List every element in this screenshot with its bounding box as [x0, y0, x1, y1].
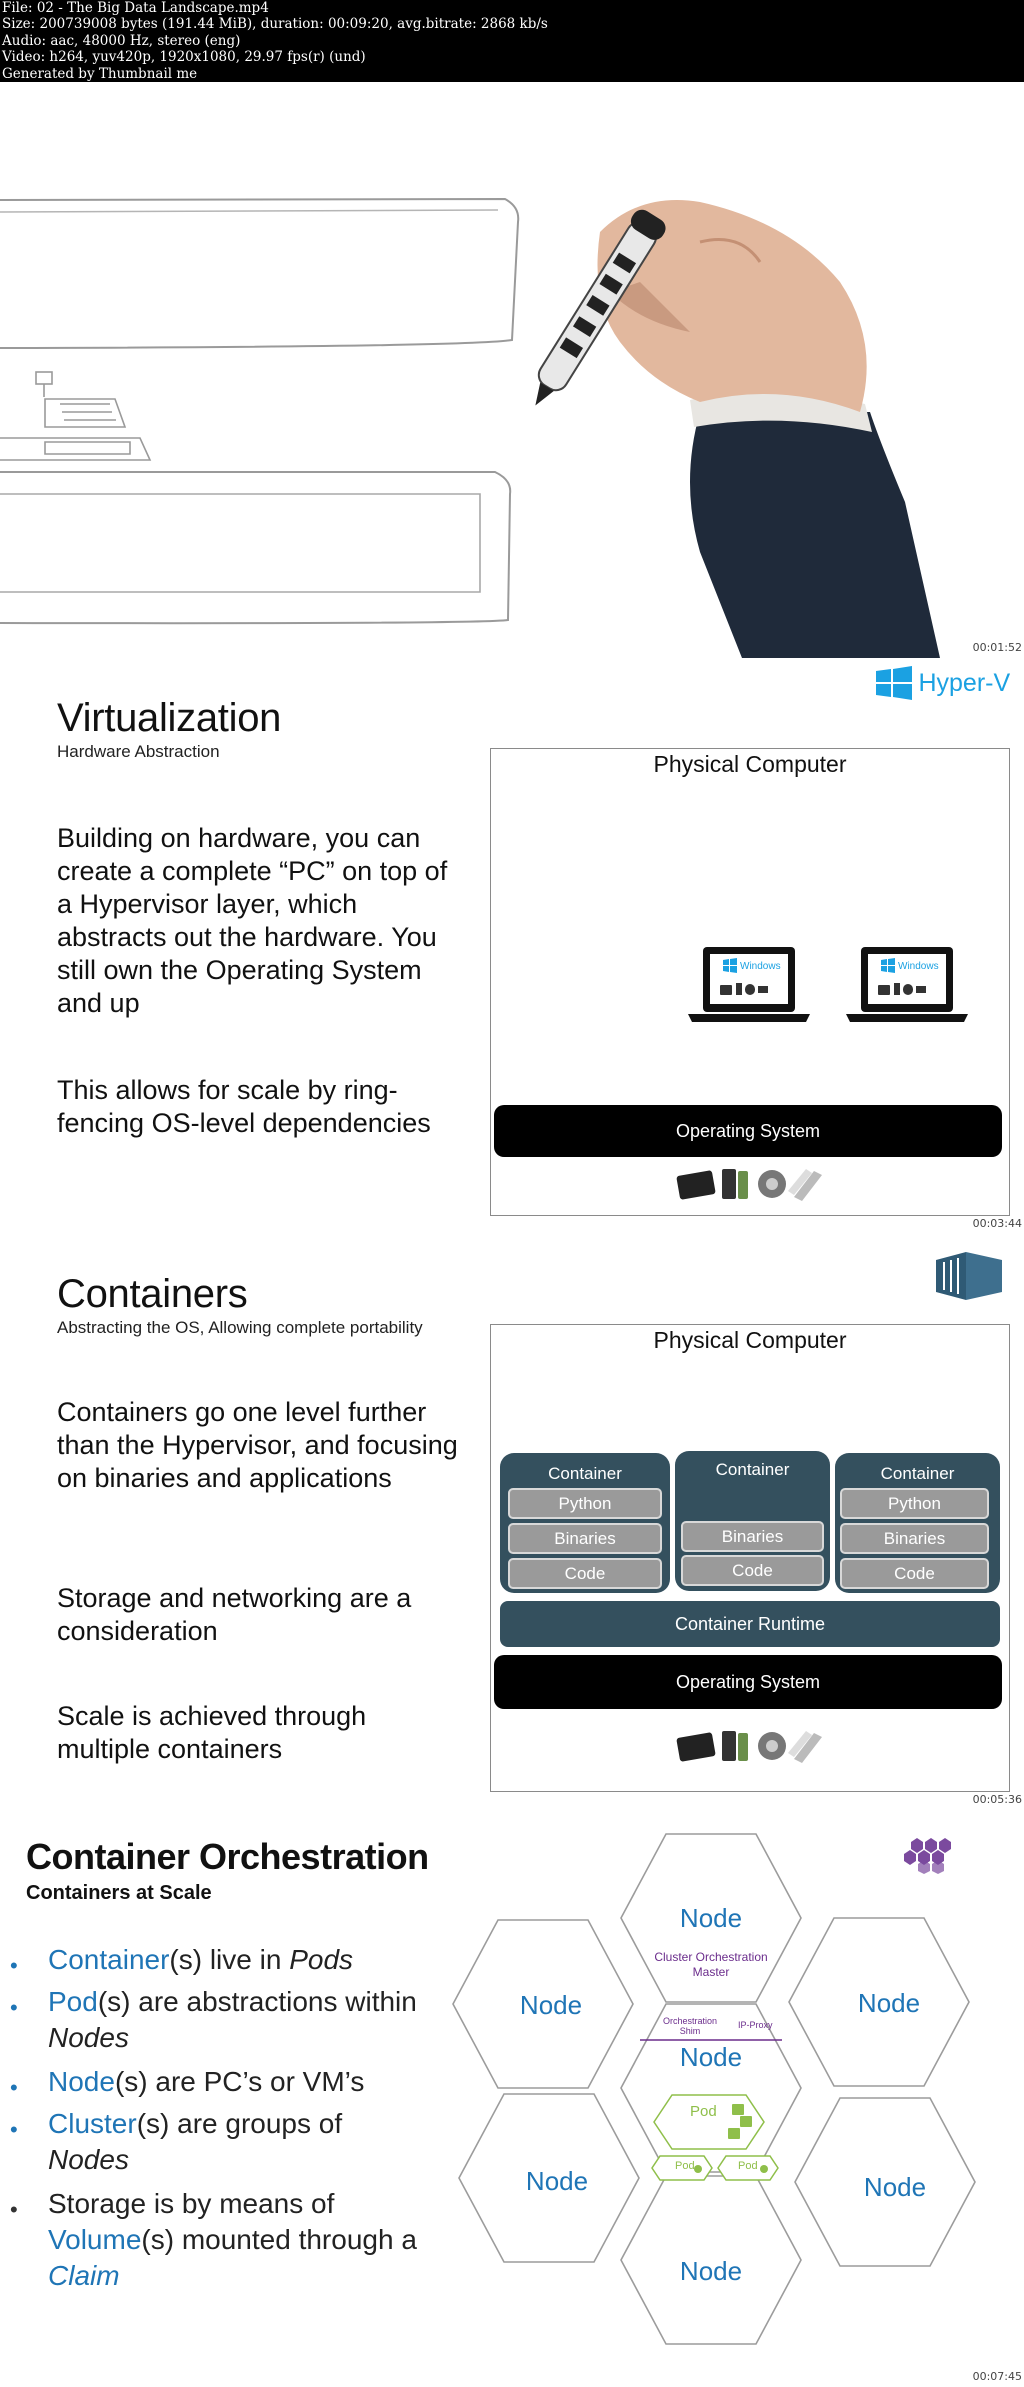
bullet-text: (s) live in	[169, 1944, 290, 1975]
timestamp: 00:05:36	[972, 1793, 1022, 1806]
code-layer: Code	[840, 1558, 989, 1589]
container-logo-icon	[936, 1248, 1004, 1304]
timestamp: 00:03:44	[972, 1217, 1022, 1230]
slide-paragraph: Scale is achieved through multiple containers	[57, 1701, 367, 1764]
slide-paragraph: Containers go one level further than the Hypervisor, and focusing on binaries and applications	[57, 1397, 458, 1493]
vm-os-label: Windows	[740, 961, 781, 972]
cash-register-icon	[0, 372, 150, 460]
frame-1-whiteboard	[0, 82, 1024, 658]
bullet-item	[48, 2106, 408, 2178]
slide-paragraph: Storage and networking are a consideration	[57, 1583, 412, 1646]
whiteboard-drawing-illustration	[0, 82, 1024, 658]
binaries-layer: Binaries	[508, 1523, 662, 1554]
hand-with-marker-illustration	[520, 200, 940, 658]
header-line-generator: Generated by Thumbnail me	[2, 65, 198, 82]
slide-title: Containers	[57, 1272, 248, 1316]
node-label: Node	[863, 2172, 927, 2202]
bullet-text: (s) mounted through a	[141, 2224, 417, 2255]
code-layer: Code	[508, 1558, 662, 1589]
binaries-layer: Binaries	[840, 1523, 989, 1554]
header-line-video: Video: h264, yuv420p, 1920x1080, 29.97 fps(r) (und)	[2, 49, 366, 66]
timestamp: 00:01:52	[972, 641, 1022, 654]
node-label: Node	[679, 2042, 743, 2072]
container-label: Container	[880, 1464, 955, 1483]
bullet-text: (s) are groups of	[136, 2108, 343, 2139]
vm-laptop	[688, 945, 810, 1025]
header-line-file: File: 02 - The Big Data Landscape.mp4	[2, 0, 269, 16]
term-node: Node	[48, 2066, 115, 2097]
slide-subtitle: Abstracting the OS, Allowing complete portability	[57, 1318, 423, 1337]
bullet-emphasis: Nodes	[48, 2022, 129, 2053]
bullet-item	[48, 1942, 448, 1978]
vm-os-label: Windows	[898, 961, 939, 972]
hyperv-logo-text: Hyper-V	[918, 668, 1011, 697]
video-info-header	[0, 0, 1024, 82]
node-label: Node	[679, 1903, 743, 1933]
laptop-icon	[688, 945, 810, 1025]
shim-label: Orchestration Shim	[662, 2016, 718, 2036]
bullet-item	[48, 2064, 448, 2100]
slide-subtitle: Hardware Abstraction	[57, 742, 220, 761]
term-container: Container	[48, 1944, 170, 1975]
diagram-title: Physical Computer	[653, 751, 847, 777]
python-layer: Python	[508, 1488, 662, 1519]
container-box	[500, 1453, 670, 1593]
physical-computer-diagram	[490, 1324, 1010, 1792]
bullet-text: Storage is by means of	[48, 2188, 335, 2219]
hardware-components-icon	[676, 1725, 824, 1765]
term-volume: Volume	[48, 2224, 142, 2255]
slide-title: Virtualization	[57, 696, 282, 740]
pod-label: Pod	[675, 2160, 695, 2172]
bullet-emphasis: Nodes	[48, 2144, 129, 2175]
pod-label: Pod	[690, 2103, 717, 2120]
node-label: Node	[525, 2166, 589, 2196]
laptop-icon	[846, 945, 968, 1025]
physical-computer-diagram	[490, 748, 1010, 1216]
diagram-title: Physical Computer	[653, 1327, 847, 1353]
slide-title: Container Orchestration	[26, 1836, 429, 1877]
frame-4-orchestration: Container Orchestration Containers at Scale • Container(s) live in Pods • Pod(s) are abstractions within Nodes • Node(s) are PC’s or VM’s • Cluster(s) are groups of Nodes • Storage is by means of Volume(s) mounted through a Claim Node Cluster Orchestration Master Node Node Orchestration Shim IP-Proxy Node Pod Pod Pod Node Node Node 00:07:45	[0, 1810, 1024, 2387]
operating-system-layer: Operating System	[494, 1105, 1002, 1157]
bullet-text: (s) are PC’s or VM’s	[114, 2066, 365, 2097]
slide-subtitle: Containers at Scale	[26, 1882, 212, 1904]
term-cluster: Cluster	[48, 2108, 137, 2139]
header-line-audio: Audio: aac, 48000 Hz, stereo (eng)	[2, 32, 241, 49]
binaries-layer: Binaries	[681, 1521, 824, 1552]
hyperv-logo	[876, 666, 1010, 700]
slide-paragraph: Building on hardware, you can create a complete “PC” on top of a Hypervisor layer, which abstracts out the hardware. You still own the Operating System and up	[57, 823, 448, 1018]
hardware-components-icon	[676, 1163, 824, 1203]
node-label: Node	[519, 1990, 583, 2020]
windows-logo-icon	[876, 666, 912, 700]
python-layer: Python	[840, 1488, 989, 1519]
slide-paragraph: This allows for scale by ring-fencing OS-level dependencies	[57, 1075, 431, 1138]
bullet-item	[48, 1984, 448, 2056]
container-box	[675, 1451, 830, 1591]
vm-laptop	[846, 945, 968, 1025]
container-label: Container	[548, 1464, 622, 1483]
operating-system-layer: Operating System	[494, 1655, 1002, 1709]
container-box	[835, 1453, 1000, 1593]
node-label: Node	[857, 1988, 921, 2018]
node-label: Node	[679, 2256, 743, 2286]
header-line-size: Size: 200739008 bytes (191.44 MiB), duration: 00:09:20, avg.bitrate: 2868 kb/s	[2, 16, 548, 33]
bullet-emphasis: Pods	[289, 1944, 354, 1975]
container-label: Container	[715, 1460, 790, 1479]
term-pod: Pod	[48, 1986, 98, 2017]
bullet-emphasis: Claim	[48, 2260, 120, 2291]
timestamp: 00:07:45	[972, 2370, 1022, 2383]
frame-3-containers	[0, 1234, 1024, 1810]
container-runtime-layer: Container Runtime	[500, 1601, 1000, 1647]
frame-2-virtualization	[0, 658, 1024, 1234]
proxy-label: IP-Proxy	[738, 2020, 773, 2030]
bullet-item	[48, 2186, 428, 2294]
master-label: Cluster Orchestration Master	[654, 1950, 768, 1979]
pod-label: Pod	[738, 2160, 758, 2172]
code-layer: Code	[681, 1555, 824, 1586]
bullet-text: (s) are abstractions within	[97, 1986, 417, 2017]
